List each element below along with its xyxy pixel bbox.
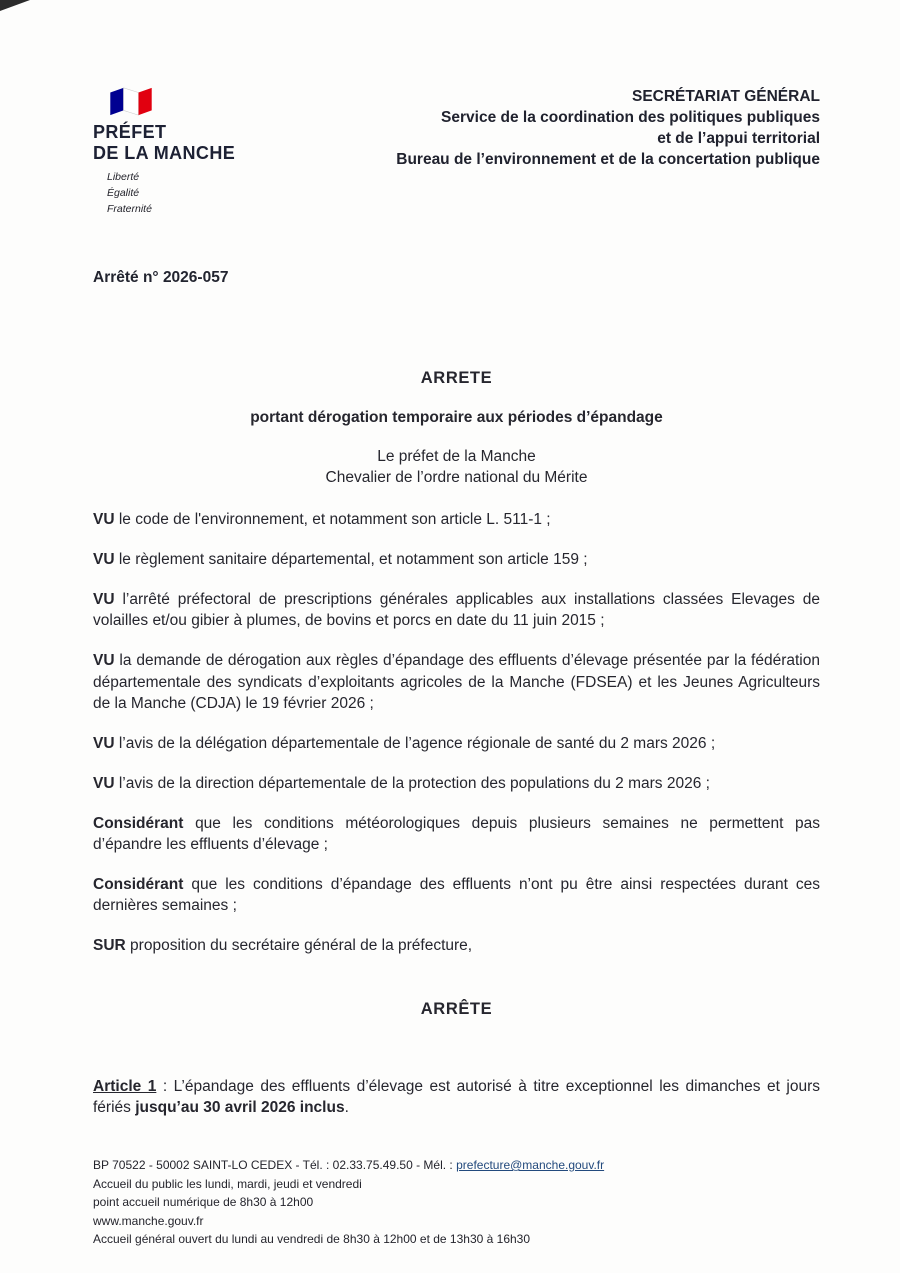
footer-opening-days: Accueil du public les lundi, mardi, jeudi et vendredi xyxy=(93,1176,362,1191)
recital-vu-4 xyxy=(93,650,820,713)
motto-egalite: Égalité xyxy=(107,186,140,199)
scan-artifact-corner xyxy=(0,0,30,11)
recital-vu-2 xyxy=(93,549,820,570)
article-1-label: Article 1 xyxy=(93,1078,157,1096)
article-1 xyxy=(93,1076,820,1118)
decree-title: ARRETE xyxy=(420,369,493,388)
article-1-period: . xyxy=(344,1099,349,1117)
recital-sur xyxy=(93,935,820,956)
prefect-logo-title xyxy=(93,122,303,163)
recital-text: que les conditions météorologiques depuis plusieurs semaines ne permettent pas d’épandre les effluents d’élevage ; xyxy=(93,814,821,853)
recital-vu-3 xyxy=(93,589,820,631)
prefect-logo xyxy=(93,85,303,217)
footer-website: www.manche.gouv.fr xyxy=(93,1213,204,1228)
decree-reference-number: Arrêté n° 2026-057 xyxy=(93,269,229,287)
decree-subtitle: portant dérogation temporaire aux périodes d’épandage xyxy=(250,409,663,427)
recital-vu-1 xyxy=(93,509,820,530)
footer-digital-desk-hours: point accueil numérique de 8h30 à 12h00 xyxy=(93,1195,314,1210)
service-line-3: et de l’appui territorial xyxy=(657,129,820,147)
recital-considerant-2 xyxy=(93,874,820,916)
recital-text: proposition du secrétaire général de la préfecture, xyxy=(130,937,473,955)
recital-text: l’avis de la direction départementale de la protection des populations du 2 mars 2026 ; xyxy=(118,774,710,792)
issuer-line-2: Chevalier de l’ordre national du Mérite xyxy=(325,469,588,487)
article-1-separator: : xyxy=(156,1078,174,1096)
document-header xyxy=(93,85,820,217)
footer-address-line xyxy=(93,1157,820,1174)
recital-considerant-1 xyxy=(93,813,820,855)
recital-label: VU xyxy=(93,734,115,752)
title-block xyxy=(93,369,820,489)
recital-text: le règlement sanitaire départemental, et notamment son article 159 ; xyxy=(118,551,588,569)
recitals-section xyxy=(93,509,820,956)
article-1-deadline: jusqu’au 30 avril 2026 inclus xyxy=(135,1099,345,1117)
document-footer xyxy=(93,1155,820,1248)
recital-label: Considérant xyxy=(93,814,184,832)
recital-text: la demande de dérogation aux règles d’épandage des effluents d’élevage présentée par la fédération départementale des syndicats d’exploitants agricoles de la Manche (FDSEA) et les Jeunes Agriculteurs de la Manche (CDJA) le 19 février 2026 ; xyxy=(93,652,820,712)
logo-title-line1: PRÉFET xyxy=(93,122,167,142)
service-line-1: SECRÉTARIAT GÉNÉRAL xyxy=(631,88,820,105)
motto-liberte: Liberté xyxy=(107,171,140,184)
footer-email-link[interactable]: prefecture@manche.gouv.fr xyxy=(456,1158,605,1172)
footer-general-hours: Accueil général ouvert du lundi au vendredi de 8h30 à 12h00 et de 13h30 à 16h30 xyxy=(93,1232,531,1247)
service-line-2: Service de la coordination des politiques publiques xyxy=(441,108,820,126)
recital-label: SUR xyxy=(93,937,126,955)
recital-label: VU xyxy=(93,511,115,529)
recital-label: VU xyxy=(93,551,115,569)
motto-fraternite: Fraternité xyxy=(107,202,152,215)
issuer-line-1: Le préfet de la Manche xyxy=(377,448,536,466)
french-flag-icon xyxy=(107,85,155,117)
recital-text: l’avis de la délégation départementale de l’agence régionale de santé du 2 mars 2026 ; xyxy=(118,734,716,752)
issuer-block xyxy=(93,447,820,489)
recital-text: que les conditions d’épandage des effluents n’ont pu être ainsi respectées durant ces dernières semaines ; xyxy=(93,875,821,915)
decree-operative-heading: ARRÊTE xyxy=(420,1000,493,1019)
recital-text: l’arrêté préfectoral de prescriptions générales applicables aux installations classées Elevages de volailles et/ou gibier à plumes, de bovins et porcs en date du 11 juin 2015 ; xyxy=(93,591,821,630)
article-1-text: L’épandage des effluents d’élevage est autorisé à titre exceptionnel les dimanches et jours fériés xyxy=(93,1078,821,1117)
service-line-4: Bureau de l’environnement et de la concertation publique xyxy=(396,150,820,168)
recital-vu-5 xyxy=(93,733,820,754)
issuing-service-block xyxy=(303,85,820,171)
recital-vu-6 xyxy=(93,773,820,794)
recital-label: VU xyxy=(93,652,115,670)
recital-label: VU xyxy=(93,591,115,609)
logo-title-line2: DE LA MANCHE xyxy=(93,142,236,163)
republic-motto xyxy=(107,170,303,217)
recital-text: le code de l'environnement, et notamment son article L. 511-1 ; xyxy=(118,511,551,529)
footer-address-text: BP 70522 - 50002 SAINT-LO CEDEX - Tél. : 02.33.75.49.50 - Mél. : xyxy=(93,1158,457,1172)
recital-label: Considérant xyxy=(93,875,184,893)
recital-label: VU xyxy=(93,774,115,792)
